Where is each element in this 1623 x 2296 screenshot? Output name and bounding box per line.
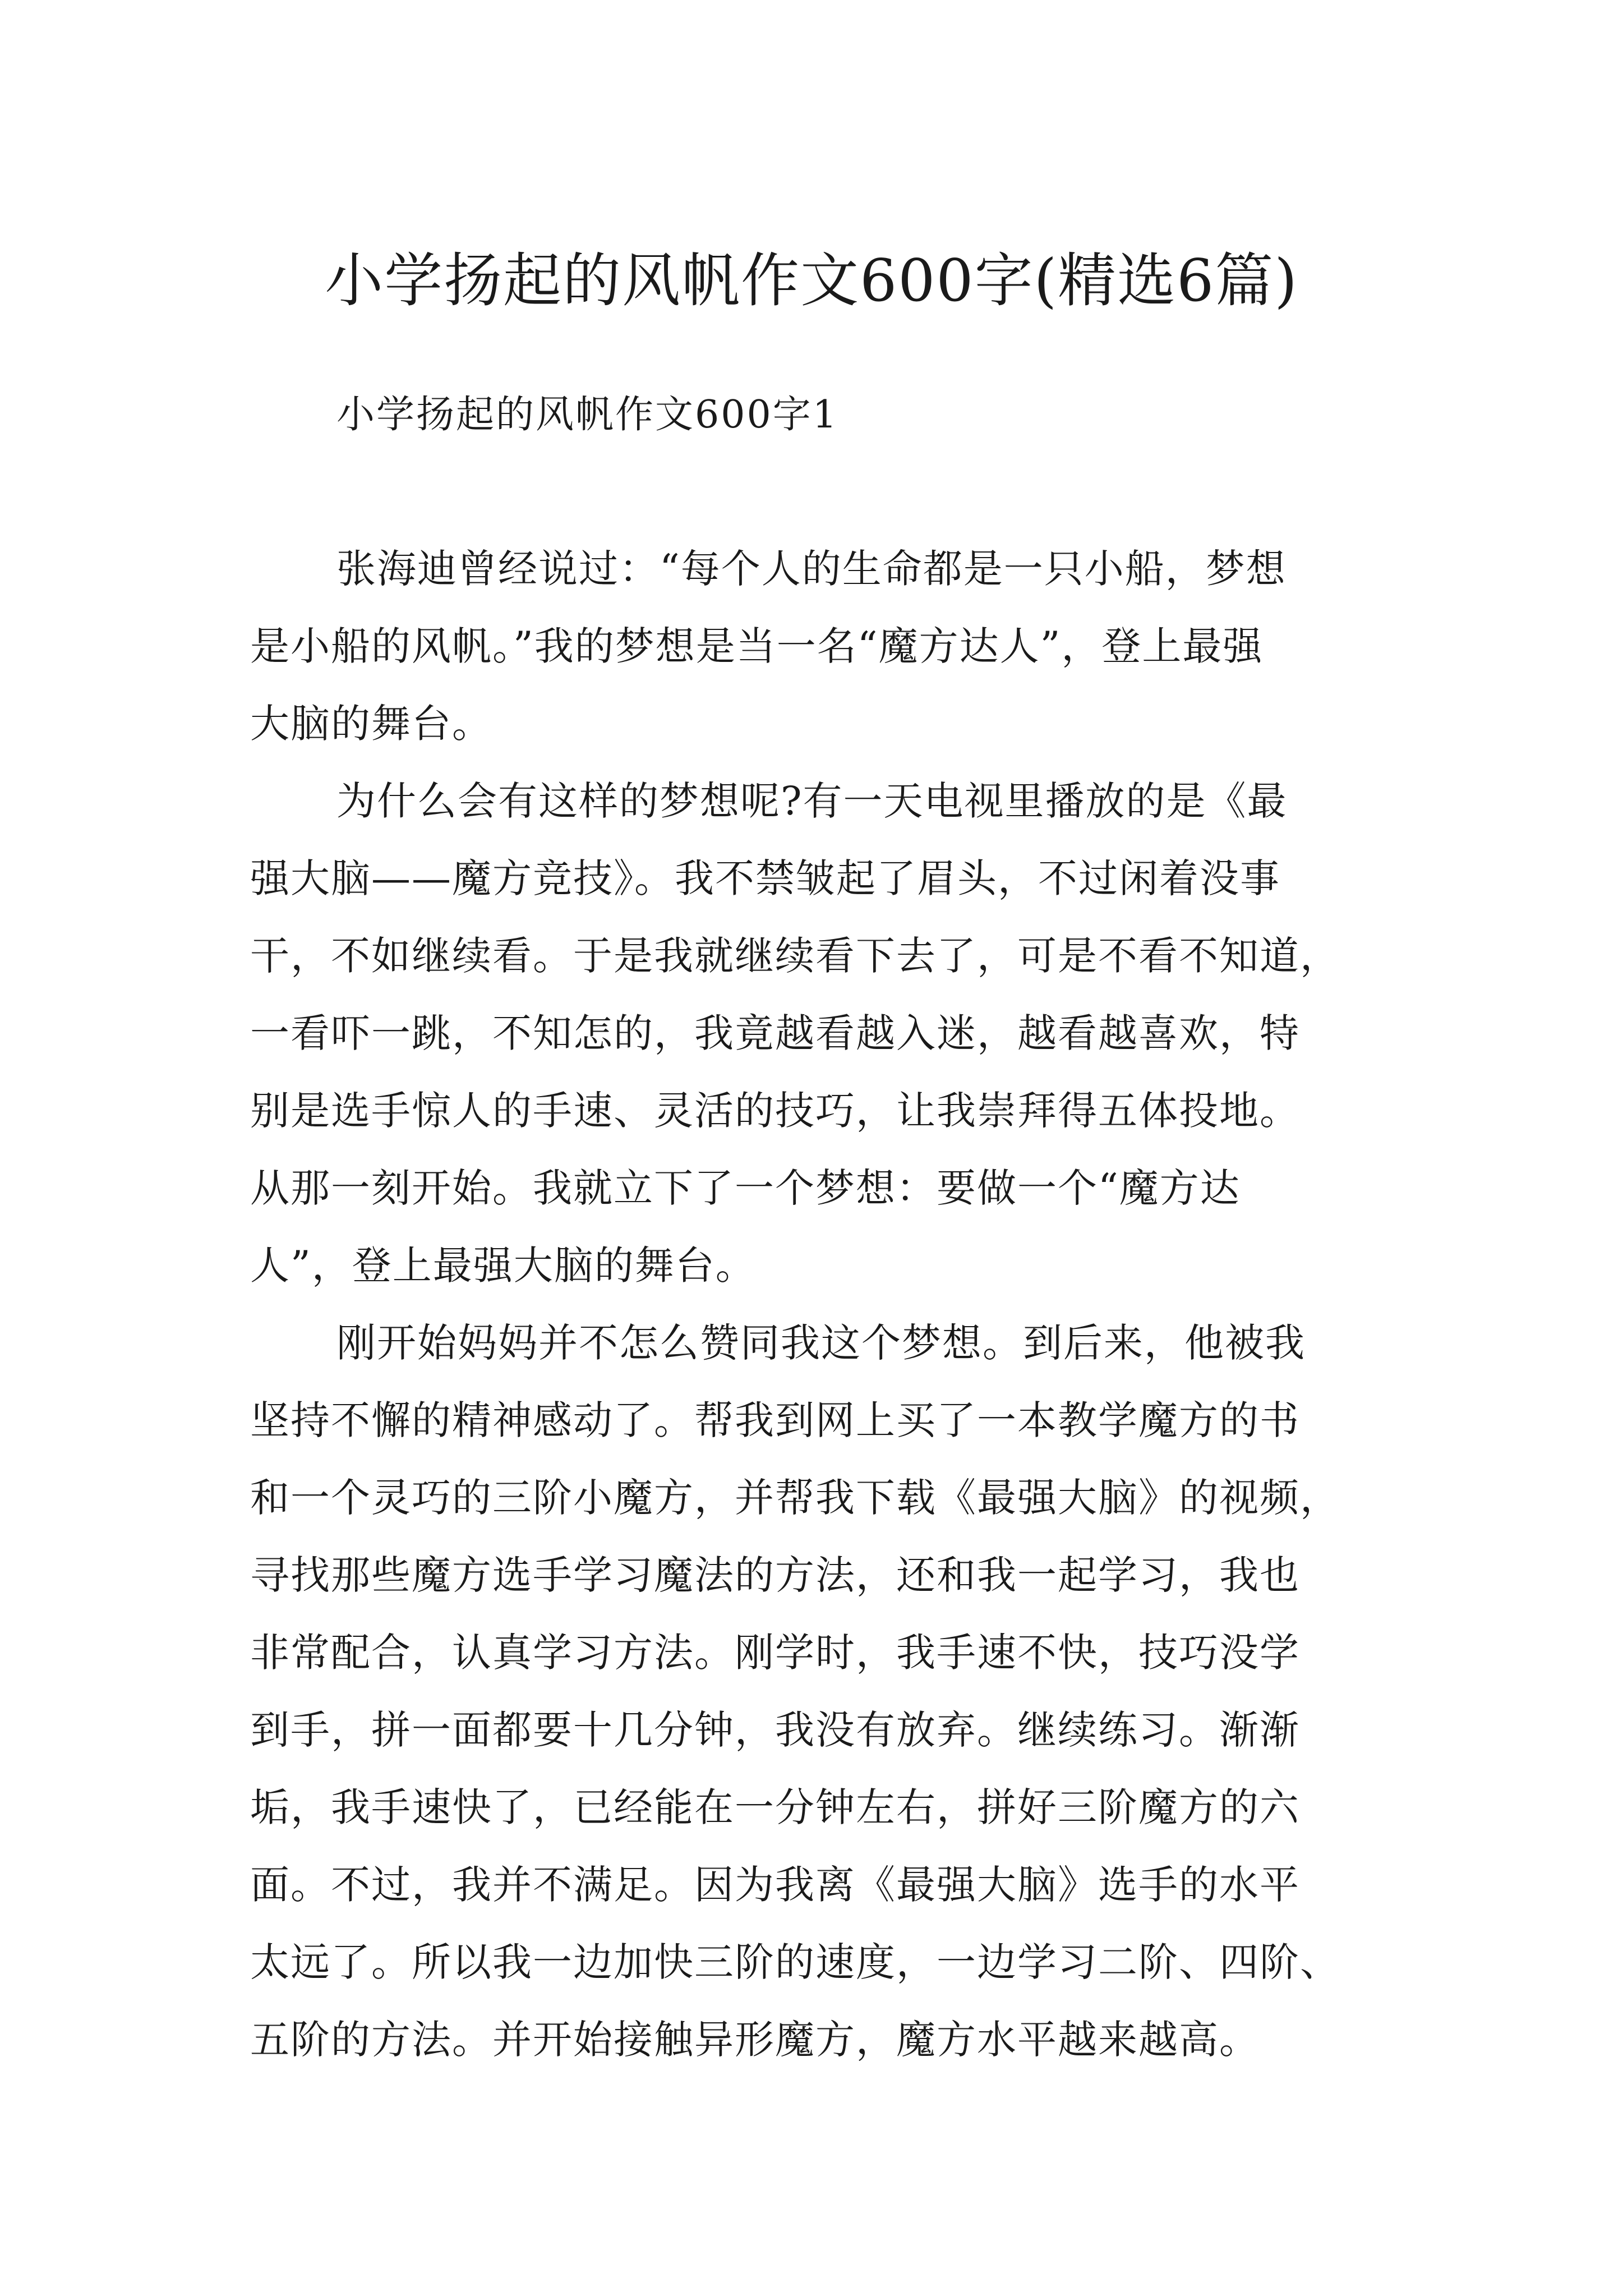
paragraph-line: 刚开始妈妈并不怎么赞同我这个梦想。到后来，他被我 (336, 1320, 1306, 1366)
paragraph-line: 是小船的风帆。”我的梦想是当一名“魔方达人”，登上最强 (250, 623, 1264, 669)
paragraph-line: 寻找那些魔方选手学习魔法的方法，还和我一起学习，我也 (250, 1552, 1300, 1598)
document-title: 小学扬起的风帆作文600字(精选6篇) (325, 246, 1298, 315)
paragraph-line: 面。不过，我并不满足。因为我离《最强大脑》选手的水平 (250, 1862, 1300, 1908)
paragraph-line: 和一个灵巧的三阶小魔方，并帮我下载《最强大脑》的视频， (250, 1475, 1340, 1521)
paragraph-line: 太远了。所以我一边加快三阶的速度，一边学习二阶、四阶、 (250, 1939, 1340, 1985)
paragraph-line: 别是选手惊人的手速、灵活的技巧，让我崇拜得五体投地。 (250, 1088, 1300, 1134)
essay-body (250, 530, 1389, 2078)
paragraph-line: 到手，拼一面都要十几分钟，我没有放弃。继续练习。渐渐 (250, 1707, 1300, 1753)
paragraph-1 (250, 530, 1389, 762)
paragraph-line: 干，不如继续看。于是我就继续看下去了，可是不看不知道， (250, 933, 1340, 979)
paragraph-3 (250, 1304, 1389, 2078)
paragraph-line: 五阶的方法。并开始接触异形魔方，魔方水平越来越高。 (250, 2017, 1260, 2063)
paragraph-line: 坚持不懈的精神感动了。帮我到网上买了一本教学魔方的书 (250, 1397, 1300, 1443)
paragraph-line: 张海迪曾经说过：“每个人的生命都是一只小船，梦想 (336, 546, 1287, 592)
paragraph-line: 人”，登上最强大脑的舞台。 (250, 1243, 756, 1289)
paragraph-2 (250, 762, 1389, 1304)
paragraph-line: 大脑的舞台。 (250, 701, 492, 747)
section-heading: 小学扬起的风帆作文600字1 (336, 393, 839, 437)
paragraph-line: 为什么会有这样的梦想呢?有一天电视里播放的是《最 (336, 778, 1288, 824)
paragraph-line: 强大脑——魔方竞技》。我不禁皱起了眉头，不过闲着没事 (250, 855, 1280, 901)
paragraph-line: 垢，我手速快了，已经能在一分钟左右，拼好三阶魔方的六 (250, 1784, 1300, 1830)
paragraph-line: 非常配合，认真学习方法。刚学时，我手速不快，技巧没学 (250, 1630, 1300, 1676)
paragraph-line: 从那一刻开始。我就立下了一个梦想：要做一个“魔方达 (250, 1165, 1241, 1211)
paragraph-line: 一看吓一跳，不知怎的，我竟越看越入迷，越看越喜欢，特 (250, 1010, 1300, 1056)
